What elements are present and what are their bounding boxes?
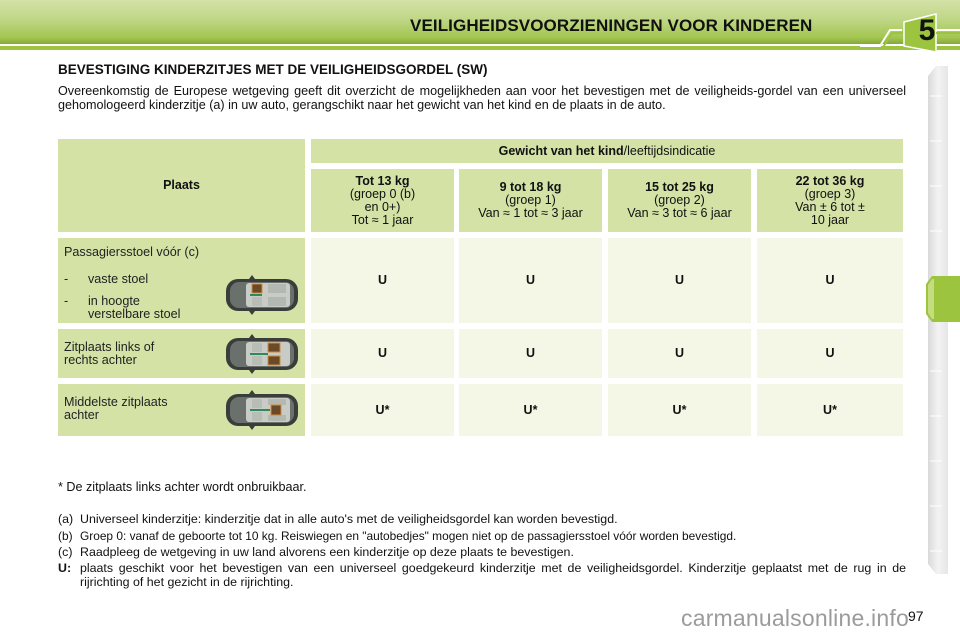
column-age: Van ± 6 tot ± (795, 199, 865, 214)
footnote-key: (b) (58, 529, 73, 543)
footnote-text: Raadpleeg de wetgeving in uw land alvorens een kinderzitje op deze plaats te bevestigen. (80, 545, 574, 559)
column-group: (groep 2) (654, 193, 705, 207)
car-front-passenger-seat-icon (222, 274, 302, 316)
column-header-group-0 (311, 169, 454, 232)
value-cell: U (608, 238, 751, 323)
value-cell: U* (311, 384, 454, 436)
column-weight: 15 tot 25 kg (645, 180, 714, 194)
column-weight: 22 tot 36 kg (795, 173, 865, 188)
weight-header-bold: Gewicht van het kind (498, 143, 624, 158)
value-cell: U* (757, 384, 903, 436)
row-label-title: Middelste zitplaats (64, 395, 168, 409)
weight-header-cell (311, 139, 903, 163)
row-label-rear-middle (58, 384, 305, 436)
list-dash: - (64, 272, 69, 286)
car-rear-middle-seat-icon (222, 389, 302, 431)
footnote-key: (a) (58, 512, 74, 526)
value-cell: U (608, 329, 751, 378)
intro-paragraph: Overeenkomstig de Europese wetgeving geeft dit overzicht de mogelijkheden aan voor het bevestigen met de veiligheids-gordel van een universeel gehomologeerd kinderzitje (a) in uw auto, gerangschikt naar het gewicht van het kind en de plaats in de auto. (58, 84, 906, 112)
place-header-label: Plaats (163, 178, 200, 192)
active-chapter-tab[interactable] (926, 276, 960, 322)
column-header-group-2 (608, 169, 751, 232)
watermark: carmanualsonline.info (681, 605, 909, 631)
footnote-text: Universeel kinderzitje: kinderzitje dat in alle auto's met de veiligheidsgordel kan worden bevestigd. (80, 512, 618, 526)
row-label-rear-outer (58, 329, 305, 378)
column-group: (groep 3) (804, 186, 856, 201)
sub-item-fixed-seat: vaste stoel (88, 272, 149, 286)
footnote-c (58, 545, 906, 559)
list-dash: - (64, 294, 69, 308)
row-label-title: Zitplaats links of (64, 340, 155, 354)
asterisk-footnote: * De zitplaats links achter wordt onbruikbaar. (58, 480, 307, 494)
column-header-group-3 (757, 169, 903, 232)
value-cell: U (459, 238, 602, 323)
value-cell: U (459, 329, 602, 378)
column-group: (groep 1) (505, 193, 556, 207)
column-age: Van ≈ 3 tot ≈ 6 jaar (627, 206, 732, 220)
chapter-title: VEILIGHEIDSVOORZIENINGEN VOOR KINDEREN (410, 16, 813, 35)
column-group-cont: en 0+) (364, 199, 401, 214)
header-accent-line (0, 46, 960, 50)
page-number: 97 (908, 608, 924, 624)
column-group: (groep 0 (b) (349, 186, 416, 201)
column-age: Tot ≈ 1 jaar (351, 212, 414, 227)
value-cell: U (311, 238, 454, 323)
value-cell: U* (459, 384, 602, 436)
section-title: BEVESTIGING KINDERZITJES MET DE VEILIGHEIDSGORDEL (SW) (58, 62, 488, 77)
value-cell: U (757, 329, 903, 378)
row-label-title-cont: rechts achter (64, 353, 137, 367)
column-header-group-1 (459, 169, 602, 232)
footnote-text: Groep 0: vanaf de geboorte tot 10 kg. Reiswiegen en "autobedjes" mogen niet op de passagiersstoel vóór worden bevestigd. (80, 529, 737, 543)
footnote-text: plaats geschikt voor het bevestigen van een universeel goedgekeurd kinderzitje met de veiligheidsgordel. Kinderzitje geplaatst met de rug in de rijrichting of het gezicht in de rijrichting. (80, 561, 906, 589)
footnote-b (58, 529, 906, 543)
value-cell: U (757, 238, 903, 323)
sub-item-adjustable-seat: in hoogte (88, 294, 140, 308)
car-rear-outer-seats-icon (222, 333, 302, 375)
column-weight: Tot 13 kg (355, 173, 410, 188)
row-label-title-cont: achter (64, 408, 100, 422)
column-age-cont: 10 jaar (810, 212, 850, 227)
footnote-a (58, 512, 906, 526)
row-label-title: Passagiersstoel vóór (c) (64, 245, 200, 259)
weight-header-rest: /leeftijdsindicatie (623, 143, 716, 158)
value-cell: U (311, 329, 454, 378)
chapter-number: 5 (918, 14, 936, 47)
chapter-badge-icon (860, 0, 960, 52)
row-label-front-passenger (58, 238, 305, 323)
sub-item-adjustable-seat-cont: verstelbare stoel (88, 307, 181, 321)
column-age: Van ≈ 1 tot ≈ 3 jaar (478, 206, 583, 220)
column-weight: 9 tot 18 kg (499, 180, 562, 194)
footnote-key: U: (58, 561, 72, 575)
value-cell: U* (608, 384, 751, 436)
place-header-cell (58, 139, 305, 232)
footnote-u (58, 561, 906, 589)
footnote-key: (c) (58, 545, 73, 559)
